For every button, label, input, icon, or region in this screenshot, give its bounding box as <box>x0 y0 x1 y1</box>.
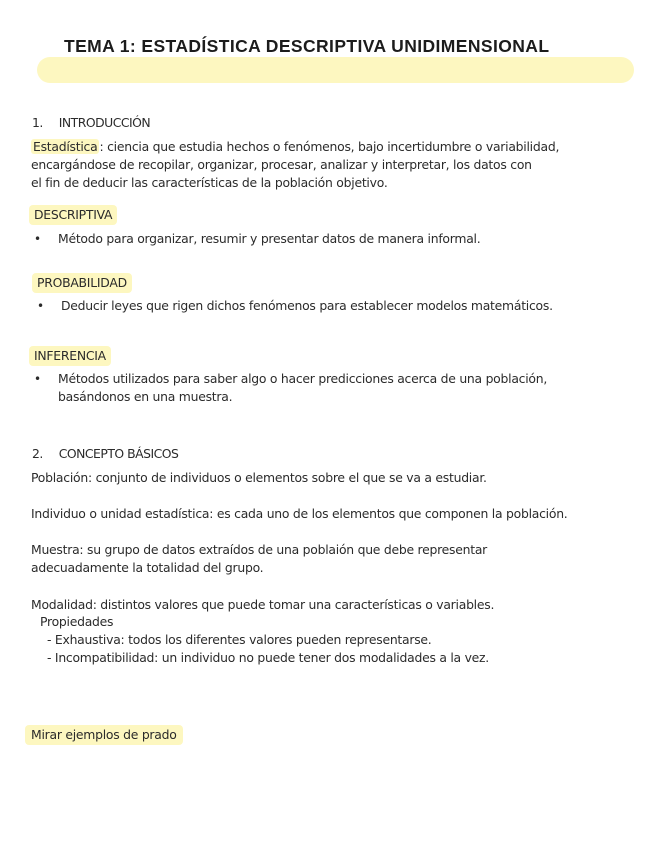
exhaustiva-property: - Exhaustiva: todos los diferentes valores pueden representarse. <box>47 632 432 647</box>
muestra-definition-line-1: Muestra: su grupo de datos extraídos de una poblaión que debe representar <box>31 542 488 557</box>
muestra-definition-line-2: adecuadamente la totalidad del grupo. <box>31 560 264 575</box>
definition-line-1 <box>31 138 559 156</box>
note-highlight: Mirar ejemplos de prado <box>25 725 183 745</box>
individuo-definition: Individuo o unidad estadística: es cada uno de los elementos que componen la población. <box>31 506 568 521</box>
section-2-heading <box>32 445 178 463</box>
descriptiva-bullet: Método para organizar, resumir y presentar datos de manera informal. <box>58 231 481 246</box>
section-1-heading <box>32 114 150 132</box>
section-2-title: CONCEPTO BÁSICOS <box>58 446 179 461</box>
probabilidad-label: PROBABILIDAD <box>32 273 132 293</box>
section-2-number: 2. <box>32 446 43 461</box>
bullet-icon: • <box>34 372 42 386</box>
section-1-title: INTRODUCCIÓN <box>58 115 151 130</box>
poblacion-definition: Población: conjunto de individuos o elementos sobre el que se va a estudiar. <box>31 470 487 485</box>
title-highlight <box>37 57 634 83</box>
inferencia-label: INFERENCIA <box>29 346 111 366</box>
definition-line-2: encargándose de recopilar, organizar, procesar, analizar y interpretar, los datos con <box>31 157 532 172</box>
section-1-number: 1. <box>32 115 43 130</box>
descriptiva-label: DESCRIPTIVA <box>29 205 117 225</box>
definition-line-3: el fin de deducir las características de la población objetivo. <box>31 175 388 190</box>
definition-term: Estadística <box>33 139 98 154</box>
probabilidad-bullet: Deducir leyes que rigen dichos fenómenos para establecer modelos matemáticos. <box>61 298 553 313</box>
modalidad-definition: Modalidad: distintos valores que puede tomar una características o variables. <box>31 597 495 612</box>
incompatibilidad-property: - Incompatibilidad: un individuo no puede tener dos modalidades a la vez. <box>47 650 489 665</box>
page-title: TEMA 1: ESTADÍSTICA DESCRIPTIVA UNIDIMENSIONAL <box>64 36 550 56</box>
definition-text: : ciencia que estudia hechos o fenómenos, bajo incertidumbre o variabilidad, <box>99 139 560 154</box>
bullet-icon: • <box>37 299 45 313</box>
inferencia-bullet-line-1: Métodos utilizados para saber algo o hacer predicciones acerca de una población, <box>58 371 548 386</box>
bullet-icon: • <box>34 232 42 246</box>
propiedades-label: Propiedades <box>40 614 114 629</box>
inferencia-bullet-line-2: basándonos en una muestra. <box>58 389 233 404</box>
